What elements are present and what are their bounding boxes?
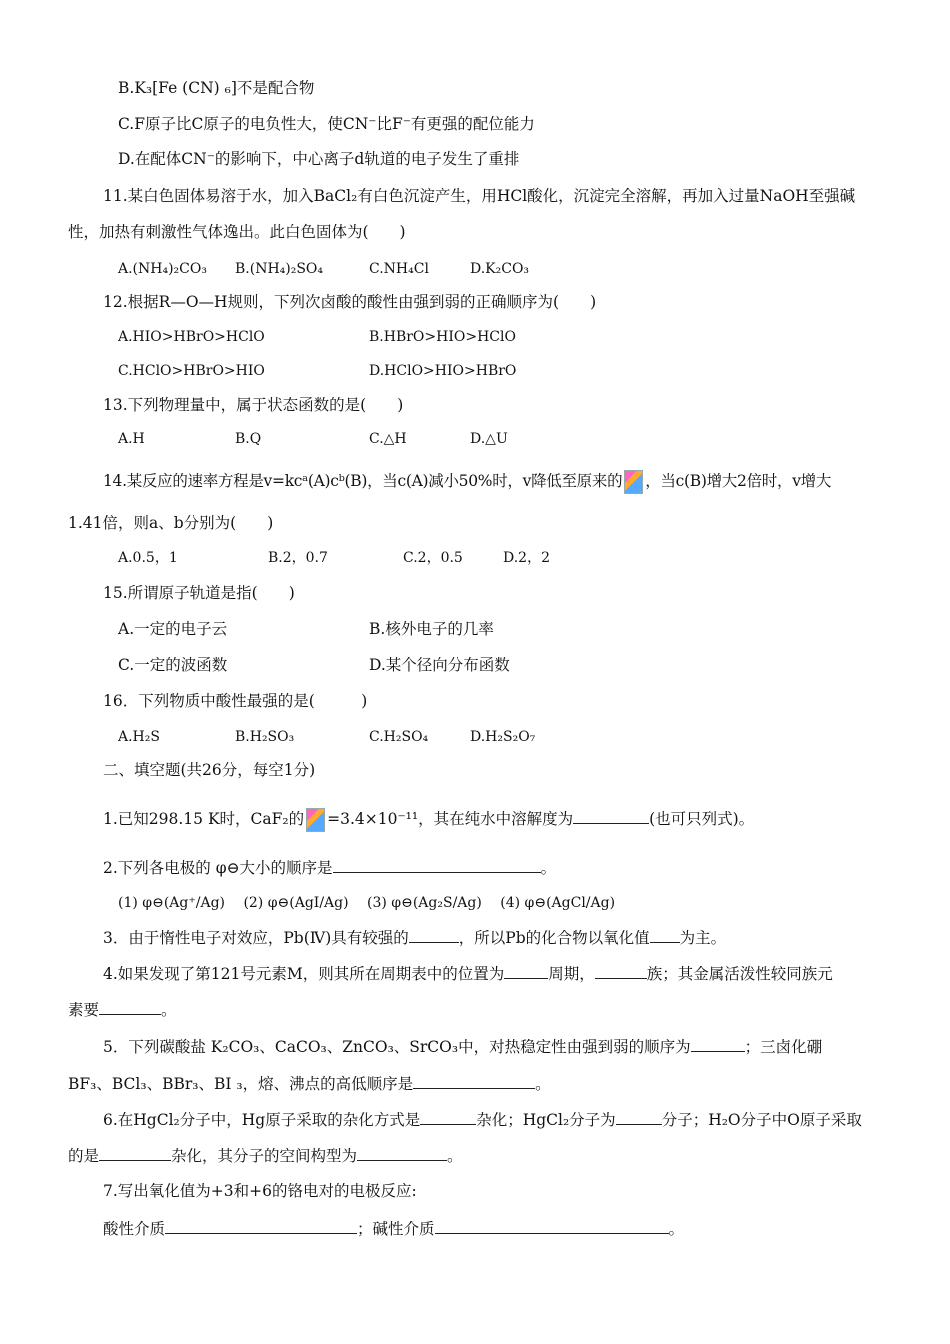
answer-blank[interactable] xyxy=(504,962,548,979)
acidic-medium-label: 酸性介质 xyxy=(103,1220,166,1238)
answer-blank[interactable] xyxy=(650,926,680,943)
q15-option-a: A.一定的电子云 xyxy=(118,620,228,638)
fill-q1 xyxy=(103,807,754,832)
basic-medium-label: ；碱性介质 xyxy=(357,1220,435,1238)
answer-blank[interactable] xyxy=(420,1108,476,1125)
fill-q7: 7.写出氧化值为+3和+6的铬电对的电极反应: xyxy=(103,1182,417,1200)
fill-q3-part2: ，所以Pb的化合物以氧化值 xyxy=(458,929,650,947)
q13-option-c: C.△H xyxy=(369,431,407,447)
q15-option-d: D.某个径向分布函数 xyxy=(369,656,510,674)
fill-q5-part4: 。 xyxy=(535,1075,551,1093)
fill-q6-cont xyxy=(68,1144,463,1167)
fill-q3 xyxy=(103,926,726,949)
fill-q7-end: 。 xyxy=(668,1220,685,1238)
answer-blank[interactable] xyxy=(165,1217,357,1234)
q11-option-c: C.NH₄Cl xyxy=(369,261,429,277)
section-heading: 二、填空题(共26分，每空1分) xyxy=(103,761,316,779)
answer-blank[interactable] xyxy=(595,962,647,979)
q14-option-c: C.2，0.5 xyxy=(403,550,463,566)
fill-q5-part3: BF₃、BCl₃、BBr₃、BI ₃，熔、沸点的高低顺序是 xyxy=(68,1075,414,1093)
q11-stem: 11.某白色固体易溶于水，加入BaCl₂有白色沉淀产生，用HCl酸化，沉淀完全溶解，再加入过量NaOH至强碱 xyxy=(103,187,856,205)
q13-option-b: B.Q xyxy=(235,431,262,447)
fill-q4-part2: 周期， xyxy=(548,965,595,983)
q14-stem-cont: 1.41倍，则a、b分别为( ) xyxy=(68,514,274,532)
fill-q4-part1: 4.如果发现了第121号元素M，则其所在周期表中的位置为 xyxy=(103,965,505,983)
q10-option-c: C.F原子比C原子的电负性大，使CN⁻比F⁻有更强的配位能力 xyxy=(118,115,535,133)
answer-blank[interactable] xyxy=(435,1217,669,1234)
q16-option-b: B.H₂SO₃ xyxy=(235,729,295,745)
fill-q5-part2: ；三卤化硼 xyxy=(744,1038,823,1056)
fill-q1-part2: =3.4×10⁻¹¹，其在纯水中溶解度为 xyxy=(327,810,574,828)
answer-blank[interactable] xyxy=(691,1035,745,1052)
fill-q3-part1: 3．由于惰性电子对效应，Pb(Ⅳ)具有较强的 xyxy=(103,929,409,947)
q13-option-a: A.H xyxy=(118,431,145,447)
fill-q6-part2: 杂化；HgCl₂分子为 xyxy=(476,1111,616,1129)
fill-q1-part1: 1.已知298.15 K时，CaF₂的 xyxy=(103,810,305,828)
answer-blank[interactable] xyxy=(99,1144,171,1161)
answer-blank[interactable] xyxy=(413,1072,535,1089)
fill-q6 xyxy=(103,1108,862,1131)
q14-stem-part1: 14.某反应的速率方程是v=kcᵃ(A)cᵇ(B)，当c(A)减小50%时，v降低至原来的 xyxy=(103,472,623,490)
q14-option-b: B.2，0.7 xyxy=(268,550,328,566)
q10-option-d: D.在配体CN⁻的影响下，中心离子d轨道的电子发生了重排 xyxy=(118,150,520,168)
fill-q2 xyxy=(103,856,556,879)
q11-option-b: B.(NH₄)₂SO₄ xyxy=(235,261,324,277)
q12-option-b: B.HBrO>HIO>HClO xyxy=(369,329,516,345)
fill-q4 xyxy=(103,962,833,985)
q11-option-d: D.K₂CO₃ xyxy=(470,261,530,277)
q11-option-a: A.(NH₄)₂CO₃ xyxy=(118,261,207,277)
q14-option-d: D.2，2 xyxy=(503,550,550,566)
fill-q6-part4: 的是 xyxy=(68,1147,100,1165)
fill-q5-cont xyxy=(68,1072,551,1095)
fill-q6-part6: 。 xyxy=(447,1147,463,1165)
q16-option-d: D.H₂S₂O₇ xyxy=(470,729,536,745)
q14-option-a: A.0.5，1 xyxy=(118,550,178,566)
formula-image-icon xyxy=(306,808,325,832)
fill-q2-electrodes: (1) φ⊖(Ag⁺/Ag) (2) φ⊖(AgI/Ag) (3) φ⊖(Ag₂S/Ag) (4) φ⊖(AgCl/Ag) xyxy=(118,895,616,911)
fill-q5-part1: 5．下列碳酸盐 K₂CO₃、CaCO₃、ZnCO₃、SrCO₃中，对热稳定性由强到弱的顺序为 xyxy=(103,1038,691,1056)
formula-image-icon xyxy=(624,470,643,494)
answer-blank[interactable] xyxy=(99,998,161,1015)
fill-q2-part1: 2.下列各电极的 φ⊖大小的顺序是 xyxy=(103,859,333,877)
q12-option-d: D.HClO>HIO>HBrO xyxy=(369,363,517,379)
q15-option-b: B.核外电子的几率 xyxy=(369,620,494,638)
fill-q3-part3: 为主。 xyxy=(679,929,727,947)
q13-stem: 13.下列物理量中，属于状态函数的是( ) xyxy=(103,396,404,414)
fill-q4-cont xyxy=(68,998,177,1021)
fill-q1-part3: (也可只列式)。 xyxy=(649,810,755,828)
answer-blank[interactable] xyxy=(333,856,541,873)
q12-option-a: A.HIO>HBrO>HClO xyxy=(118,329,265,345)
q15-option-c: C.一定的波函数 xyxy=(118,656,228,674)
fill-q7-media xyxy=(103,1217,684,1240)
answer-blank[interactable] xyxy=(573,807,649,824)
q14-stem xyxy=(103,470,831,494)
fill-q6-part5: 杂化，其分子的空间构型为 xyxy=(171,1147,358,1165)
fill-q4-part5: 。 xyxy=(161,1001,177,1019)
answer-blank[interactable] xyxy=(409,926,459,943)
q12-stem: 12.根据R—O—H规则，下列次卤酸的酸性由强到弱的正确顺序为( ) xyxy=(103,293,597,311)
fill-q4-part4: 素要 xyxy=(68,1001,100,1019)
q16-option-a: A.H₂S xyxy=(118,729,160,745)
q14-stem-part2: ，当c(B)增大2倍时，v增大 xyxy=(645,472,832,490)
q15-stem: 15.所谓原子轨道是指( ) xyxy=(103,584,295,602)
fill-q5 xyxy=(103,1035,822,1058)
fill-q6-part3: 分子；H₂O分子中O原子采取 xyxy=(661,1111,862,1129)
q16-option-c: C.H₂SO₄ xyxy=(369,729,429,745)
q16-stem: 16．下列物质中酸性最强的是( ) xyxy=(103,692,368,710)
fill-q4-part3: 族；其金属活泼性较同族元 xyxy=(646,965,833,983)
q11-stem-cont: 性，加热有刺激性气体逸出。此白色固体为( ) xyxy=(68,223,406,241)
q10-option-b: B.K₃[Fe (CN) ₆]不是配合物 xyxy=(118,79,315,97)
q12-option-c: C.HClO>HBrO>HIO xyxy=(118,363,265,379)
fill-q6-part1: 6.在HgCl₂分子中，Hg原子采取的杂化方式是 xyxy=(103,1111,421,1129)
q13-option-d: D.△U xyxy=(470,431,508,447)
answer-blank[interactable] xyxy=(357,1144,447,1161)
fill-q2-part2: 。 xyxy=(540,859,557,877)
answer-blank[interactable] xyxy=(616,1108,662,1125)
